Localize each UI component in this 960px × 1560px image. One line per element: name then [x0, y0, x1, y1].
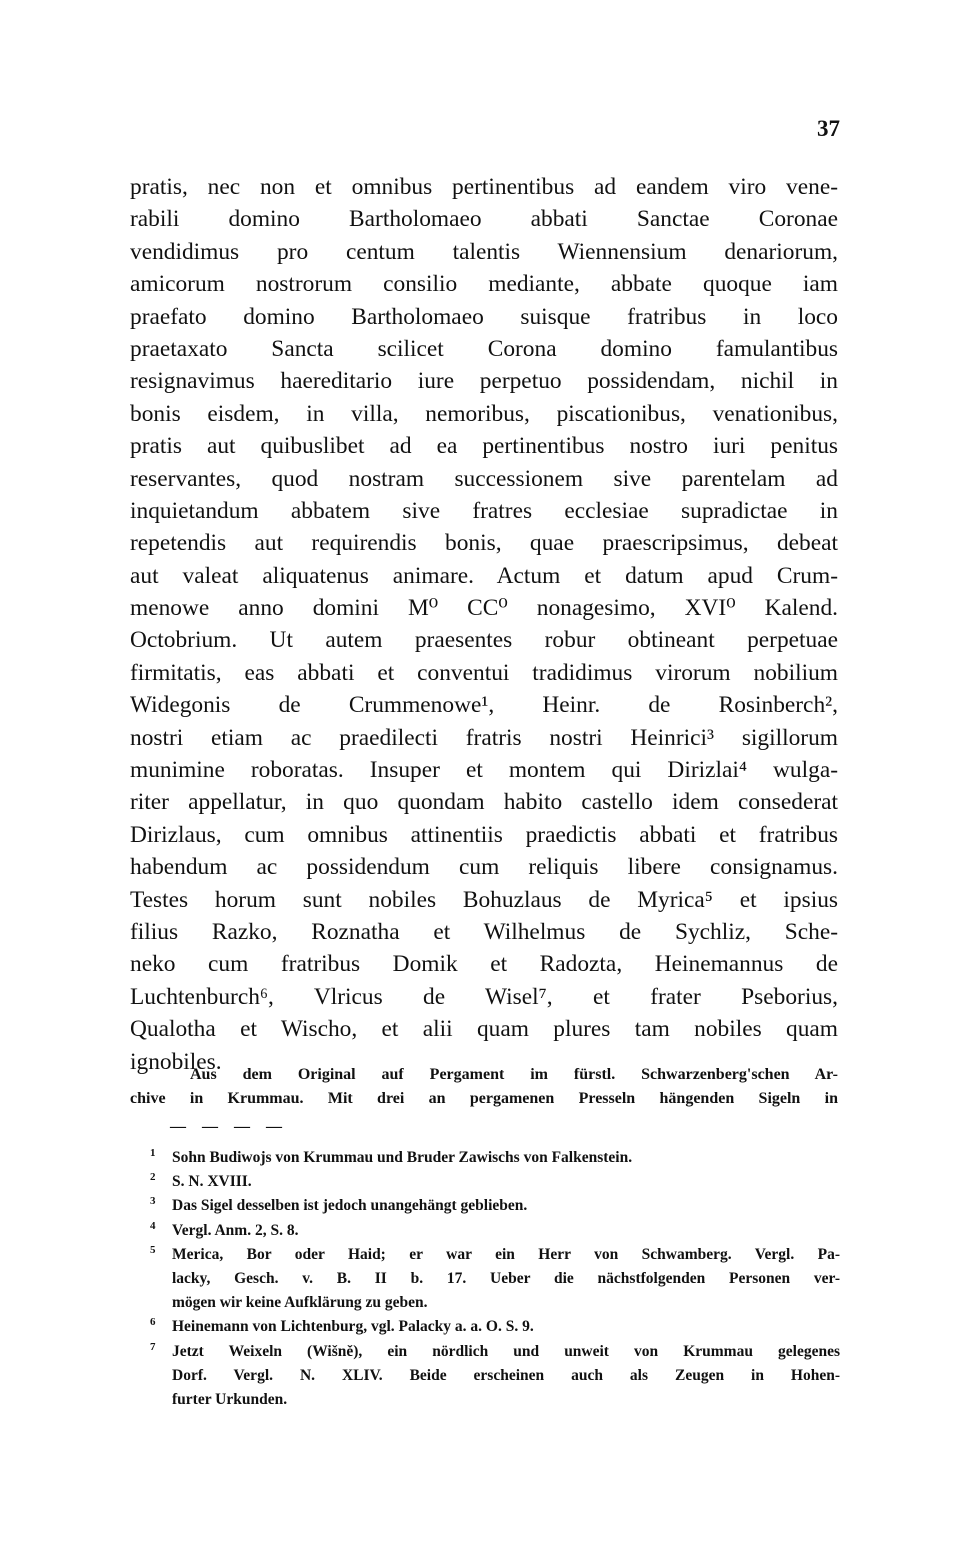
footnote-line: Heinemann von Lichtenburg, vgl. Palacky a. a. O. S. 9. — [172, 1318, 534, 1336]
footnote — [150, 1146, 840, 1170]
main-text-line: vendidimus pro centum talentis Wiennensium denariorum, — [130, 238, 838, 265]
main-text-line: filius Razko, Roznatha et Wilhelmus de Sychliz, Sche- — [130, 918, 838, 945]
main-text-line: inquietandum abbatem sive fratres ecclesiae supradictae in — [130, 497, 838, 524]
footnote-number: 3 — [150, 1195, 156, 1208]
main-text-line: rabili domino Bartholomaeo abbati Sanctae Coronae — [130, 206, 838, 233]
footnote-line: Das Sigel desselben ist jedoch unangehängt geblieben. — [172, 1197, 528, 1215]
main-text-line: pratis aut quibuslibet ad ea pertinentibus nostro iuri penitus — [130, 433, 838, 460]
main-text-line: habendum ac possidendum cum reliquis libere consignamus. — [130, 854, 838, 881]
footnote-number: 6 — [150, 1316, 156, 1329]
footnote-line: Dorf. Vergl. N. XLIV. Beide erscheinen auch als Zeugen in Hohen- — [172, 1366, 840, 1384]
footnote-number: 4 — [150, 1219, 156, 1232]
footnote-line: Jetzt Weixeln (Wišně), ein nördlich und unweit von Krummau gelegenes — [172, 1342, 840, 1360]
footnote-number: 5 — [150, 1243, 156, 1256]
main-text-line: pratis, nec non et omnibus pertinentibus ad eandem viro vene- — [130, 174, 838, 200]
main-text-line: Octobrium. Ut autem praesentes robur obtineant perpetuae — [130, 627, 838, 654]
footnote-line: furter Urkunden. — [172, 1390, 288, 1408]
main-text-line: reservantes, quod nostram successionem sive parentelam ad — [130, 465, 838, 492]
source-note — [130, 1063, 838, 1111]
footnote-line: Merica, Bor oder Haid; er war ein Herr von Schwamberg. Vergl. Pa- — [172, 1245, 840, 1263]
footnote-line: Sohn Budiwojs von Krummau und Bruder Zawischs von Falkenstein. — [172, 1149, 633, 1166]
footnote — [150, 1194, 840, 1218]
footnote-number: 2 — [150, 1171, 156, 1184]
footnote-number: 7 — [150, 1340, 156, 1353]
main-text-line: munimine roboratas. Insuper et montem qui Dirizlai⁴ wulga- — [130, 757, 838, 784]
page-number: 37 — [817, 116, 840, 141]
main-text-line: neko cum fratribus Domik et Radozta, Heinemannus de — [130, 951, 838, 978]
dash-marks: — — — — — [170, 1118, 288, 1135]
main-text-line: resignavimus haereditario iure perpetuo possidendam, nichil in — [130, 368, 838, 395]
main-text-line: bonis eisdem, in villa, nemoribus, piscationibus, venationibus, — [130, 400, 838, 427]
footnotes — [150, 1146, 840, 1412]
main-text-line: Widegonis de Crummenowe¹, Heinr. de Rosinberch², — [130, 692, 838, 719]
main-text-line: praefato domino Bartholomaeo suisque fratribus in loco — [130, 303, 838, 330]
footnote — [150, 1340, 840, 1413]
source-note-line: chive in Krummau. Mit drei an pergamenen Presseln hängenden Sigeln in — [130, 1090, 838, 1107]
footnote — [150, 1170, 840, 1194]
main-text-line: aut valeat aliquatenus animare. Actum et datum apud Crum- — [130, 562, 838, 589]
main-text-line: praetaxato Sancta scilicet Corona domino famulantibus — [130, 335, 838, 362]
main-text-line: amicorum nostrorum consilio mediante, abbate quoque iam — [130, 271, 838, 298]
footnote — [150, 1219, 840, 1243]
main-text-line: Qualotha et Wischo, et alii quam plures tam nobiles quam — [130, 1016, 838, 1043]
main-text-line: Luchtenburch⁶, Vlricus de Wisel⁷, et frater Pseborius, — [130, 983, 838, 1010]
footnote — [150, 1315, 840, 1339]
main-text-line: ignobiles. — [130, 1048, 222, 1075]
footnote-line: S. N. XVIII. — [172, 1173, 252, 1191]
main-text-block — [130, 171, 838, 1078]
footnote-number: 1 — [150, 1147, 156, 1159]
footnote — [150, 1243, 840, 1316]
main-text-line: Dirizlaus, cum omnibus attinentiis praedictis abbati et fratribus — [130, 821, 838, 848]
footnote-line: Vergl. Anm. 2, S. 8. — [172, 1221, 299, 1239]
main-text-line: menowe anno domini M⁰ CC⁰ nonagesimo, XVI⁰ Kalend. — [130, 595, 838, 622]
main-text-line: riter appellatur, in quo quondam habito castello idem consederat — [130, 789, 838, 816]
main-text-line: nostri etiam ac praedilecti fratris nostri Heinrici³ sigillorum — [130, 724, 838, 751]
source-note-line: Aus dem Original auf Pergament im fürstl. Schwarzenberg'schen Ar- — [190, 1066, 838, 1083]
main-text-line: firmitatis, eas abbati et conventui tradidimus virorum nobilium — [130, 659, 838, 686]
footnote-line: mögen wir keine Aufklärung zu geben. — [172, 1294, 428, 1312]
main-text-line: repetendis aut requirendis bonis, quae praescripsimus, debeat — [130, 530, 838, 557]
main-text-line: Testes horum sunt nobiles Bohuzlaus de Myrica⁵ et ipsius — [130, 886, 838, 913]
footnote-line: lacky, Gesch. v. B. II b. 17. Ueber die nächstfolgenden Personen ver- — [172, 1269, 840, 1287]
